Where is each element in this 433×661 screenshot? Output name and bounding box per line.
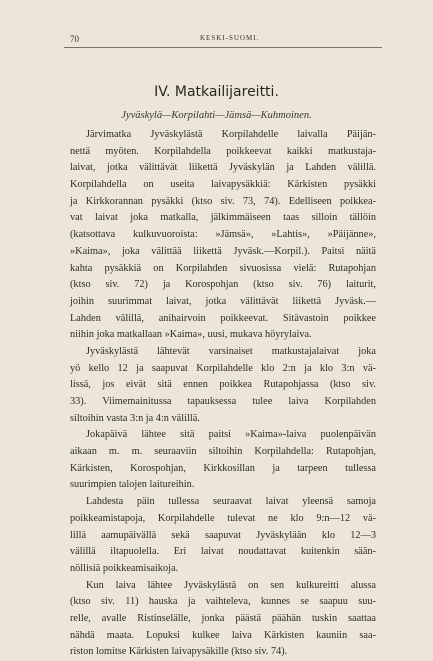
text-line: niihin joka matkallaan »Kaima», uusi, mukava höyrylaiva. xyxy=(70,329,312,341)
text-line: ja Kirkkorannan pysäkki (ktso siv. 73, 74). Edelliseen poikkea- xyxy=(70,195,376,207)
text-line: (ktso siv. 11) hauska ja vaihteleva, kunnes se saapuu suu- xyxy=(70,596,376,608)
text-line: suurimpien talojen laitureihin. xyxy=(70,479,195,491)
text-line: (katsottava kulkuvuoroista: »Jämsä», »Lahtis», »Päijänne», xyxy=(70,229,376,241)
text-line: Järvimatka Jyväskylästä Korpilahdelle laivalla Päijän- xyxy=(86,129,376,140)
text-line: (ktso siv. 72) ja Korospohjan (ktso siv. 76) laiturit, xyxy=(70,279,376,291)
header-rule xyxy=(64,47,382,48)
text-line: poikkeamistapoja, Korpilahdelle tulevat ne klo 9:n—12 vä- xyxy=(70,512,376,524)
chapter-subtitle: Jyväskylä—Korpilahti—Jämsä—Kuhmoinen. xyxy=(121,110,312,121)
text-line: relle, avalle Ristinselälle, jonka päästä päähän tuskin saattaa xyxy=(70,612,376,624)
text-line: Lahden välillä, anihairvoin poikkeevat. Sitävastoin poikkee xyxy=(70,312,376,324)
page-number: 70 xyxy=(70,34,79,44)
text-line: Kun laiva lähtee Jyväskylästä on sen kulkureitti alussa xyxy=(86,579,376,591)
text-line: Jokapäivä lähtee sitä paitsi »Kaima»-laiva puolenpäivän xyxy=(86,429,376,441)
body-text xyxy=(70,127,376,661)
text-line: joihin suurimmat laivat, jotka välittävät liikettä Jyväsk.— xyxy=(70,295,376,307)
text-line: Lahdesta päin tullessa seuraavat laivat yleensä samoja xyxy=(86,496,376,508)
page-header xyxy=(60,34,387,48)
text-line: kahta pysäkkiä on Korpilahden sivuosissa vielä: Rutapohjan xyxy=(70,262,376,274)
text-line: nöllisiä poikkeamisaikoja. xyxy=(70,562,179,574)
text-line: nähdä maata. Lopuksi kulkee laiva Kärkisten kauniin saa- xyxy=(70,629,376,641)
text-line: 33). Viimemainitussa tapauksessa tulee laiva Korpilahden xyxy=(70,396,376,407)
text-line: nettä myöten. Korpilahdella poikkeevat kaikki matkustaja- xyxy=(70,145,376,157)
text-line: vat laivat joka matkalla, jälkimmäiseen taas silloin tällöin xyxy=(70,212,376,224)
text-line: lillä aamupäivällä sekä saapuvat Jyväskylään klo 12—3 xyxy=(70,529,376,541)
text-line: välillä iltapuolella. Eri laivat noudattavat kuitenkin sään- xyxy=(70,546,376,558)
text-line: siltoihin vasta 3:n ja 4:n välillä. xyxy=(70,412,200,424)
text-line: aikaan m. m. seuraaviin siltoihin Korpilahdella: Rutapohjan, xyxy=(70,446,376,458)
text-line: riston lomitse Kärkisten laivapysäkille (ktso siv. 74). xyxy=(70,646,288,658)
text-line: lissä, jos eivät sitä ennen poikkea Rutapohjassa (ktso siv. xyxy=(70,379,376,391)
running-head: KESKI-SUOMI. xyxy=(200,34,260,42)
text-line: Jyväskylästä lähtevät varsinaiset matkustajalaivat joka xyxy=(86,345,376,357)
text-line: Kärkisten, Korospohjan, Kirkkosillan ja tarpeen tullessa xyxy=(70,462,376,474)
text-line: »Kaima», joka välittää liikettä Jyväsk.—Korpil.). Paitsi näitä xyxy=(70,245,376,257)
text-line: laivat, jotka välittävät liikettä Jyväskylän ja Lahden välillä. xyxy=(70,162,376,174)
chapter-title: IV. Matkailijareitti. xyxy=(154,84,279,100)
text-line: Korpilahdella on useita laivapysäkkiä: Kärkisten pysäkki xyxy=(70,179,376,191)
text-line: yö kello 12 ja saapuvat Korpilahdelle klo 2:n ja klo 3:n vä- xyxy=(70,362,376,374)
